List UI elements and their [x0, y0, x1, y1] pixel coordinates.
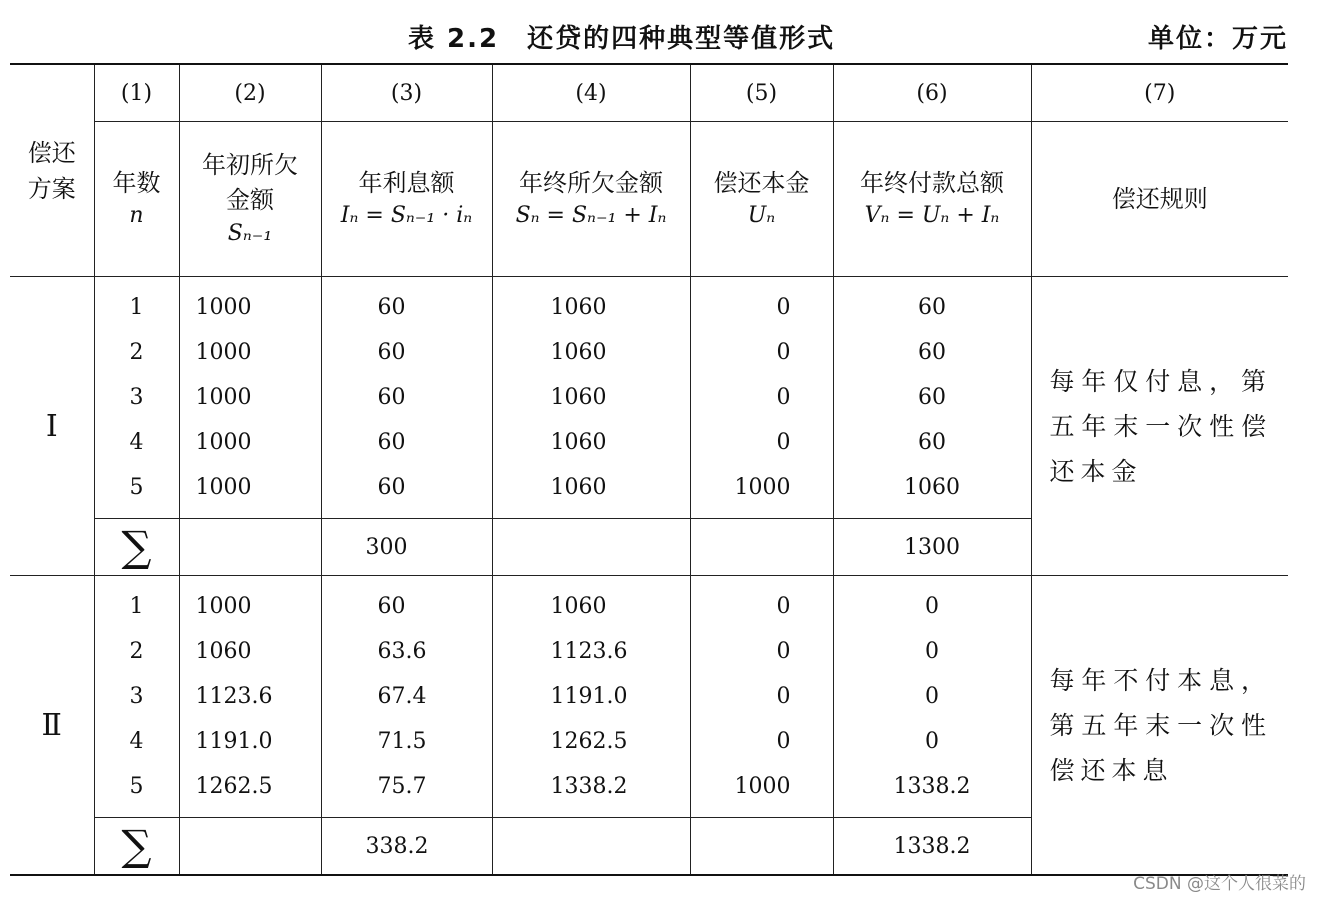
plan-1-payment: [833, 277, 1031, 519]
cell-value: 60: [377, 430, 406, 455]
empty-cell: [690, 818, 833, 876]
cell-value: 0: [925, 729, 939, 754]
empty-cell: [492, 818, 690, 876]
cell-value: 60: [918, 430, 946, 455]
cell-value: 1262.5: [550, 729, 628, 754]
cell-value: 3: [129, 385, 144, 410]
cell-value: 0: [776, 729, 791, 754]
csdn-watermark: CSDN @这个人很菜的: [1133, 874, 1306, 894]
cell-value: 5: [129, 774, 144, 799]
cell-value: 4: [129, 430, 144, 455]
cell-value: 0: [925, 594, 939, 619]
cell-value: 1262.5: [195, 774, 273, 799]
cell-value: 60: [918, 295, 946, 320]
cell-value: 0: [776, 684, 791, 709]
plan-1-sum-interest: 300: [321, 519, 492, 576]
cell-value: 1191.0: [195, 729, 273, 754]
plan-2-principal: [690, 576, 833, 818]
cell-value: 1000: [195, 475, 252, 500]
cell-value: 63.6: [377, 639, 427, 664]
col-header-rule: 偿还规则: [1031, 122, 1288, 277]
col-number-3: (3): [321, 64, 492, 122]
cell-value: 60: [377, 385, 406, 410]
plan-1-sum-symbol: ∑: [94, 519, 179, 576]
plan-2-years: [94, 576, 179, 818]
col-number-2: (2): [179, 64, 321, 122]
col-number-1: (1): [94, 64, 179, 122]
col-header-payment: 年终付款总额 Vₙ = Uₙ + Iₙ: [833, 122, 1031, 277]
cell-value: 1000: [195, 340, 252, 365]
cell-value: 1060: [550, 295, 607, 320]
plan-1-label: Ⅰ: [10, 277, 94, 576]
cell-value: 71.5: [377, 729, 427, 754]
plan-2-payment: [833, 576, 1031, 818]
cell-value: 1191.0: [550, 684, 628, 709]
empty-cell: [492, 519, 690, 576]
cell-value: 1: [129, 295, 144, 320]
plan-2-sum-payment: 1338.2: [833, 818, 1031, 876]
plan-header: 偿还方案: [10, 64, 94, 277]
plan-2-label: Ⅱ: [10, 576, 94, 876]
plan-1-data-row: [10, 277, 1288, 519]
cell-value: 60: [377, 340, 406, 365]
cell-value: 1060: [550, 340, 607, 365]
plan-2-sum-symbol: ∑: [94, 818, 179, 876]
col-header-years: 年数 n: [94, 122, 179, 277]
cell-value: 60: [377, 594, 406, 619]
cell-value: 2: [129, 639, 144, 664]
empty-cell: [690, 519, 833, 576]
cell-value: 4: [129, 729, 144, 754]
cell-value: 5: [129, 475, 144, 500]
plan-2-sum-interest: 338.2: [321, 818, 492, 876]
cell-value: 1000: [195, 385, 252, 410]
col-header-interest: 年利息额 Iₙ = Sₙ₋₁ · iₙ: [321, 122, 492, 277]
cell-value: 1060: [550, 430, 607, 455]
cell-value: 1000: [734, 774, 791, 799]
col-number-4: (4): [492, 64, 690, 122]
cell-value: 60: [918, 340, 946, 365]
plan-2-interest: [321, 576, 492, 818]
cell-value: 0: [776, 639, 791, 664]
cell-value: 1338.2: [550, 774, 628, 799]
cell-value: 1338.2: [893, 774, 971, 799]
plan-1-end-debt: [492, 277, 690, 519]
cell-value: 0: [925, 639, 939, 664]
unit-label: 单位：万元: [1147, 24, 1288, 54]
header-number-row: [10, 64, 1288, 122]
plan-1-start-debt: [179, 277, 321, 519]
cell-value: 60: [377, 295, 406, 320]
col-header-start-debt: 年初所欠金额 Sₙ₋₁: [179, 122, 321, 277]
cell-value: 0: [925, 684, 939, 709]
cell-value: 1060: [550, 475, 607, 500]
plan-2-start-debt: [179, 576, 321, 818]
cell-value: 3: [129, 684, 144, 709]
cell-value: 0: [776, 295, 791, 320]
cell-value: 1: [129, 594, 144, 619]
repayment-table: [10, 63, 1288, 876]
cell-value: 1060: [195, 639, 252, 664]
col-number-7: (7): [1031, 64, 1288, 122]
cell-value: 1123.6: [550, 639, 628, 664]
cell-value: 1123.6: [195, 684, 273, 709]
cell-value: 1060: [550, 385, 607, 410]
empty-cell: [179, 818, 321, 876]
cell-value: 0: [776, 340, 791, 365]
cell-value: 60: [918, 385, 946, 410]
plan-2-rule: 每年不付本息，第五年末一次性偿还本息: [1031, 576, 1288, 876]
cell-value: 0: [776, 430, 791, 455]
col-header-principal: 偿还本金 Uₙ: [690, 122, 833, 277]
header-label-row: [10, 122, 1288, 277]
plan-1-interest: [321, 277, 492, 519]
cell-value: 1000: [195, 430, 252, 455]
cell-value: 1000: [195, 295, 252, 320]
cell-value: 60: [377, 475, 406, 500]
plan-2-end-debt: [492, 576, 690, 818]
cell-value: 75.7: [377, 774, 427, 799]
plan-1-years: [94, 277, 179, 519]
empty-cell: [179, 519, 321, 576]
plan-1-sum-payment: 1300: [833, 519, 1031, 576]
cell-value: 67.4: [377, 684, 427, 709]
cell-value: 0: [776, 385, 791, 410]
plan-1-principal: [690, 277, 833, 519]
cell-value: 2: [129, 340, 144, 365]
table-title: 表 2.2 还贷的四种典型等值形式: [408, 24, 836, 54]
plan-1-rule: 每年仅付息，第五年末一次性偿还本金: [1031, 277, 1288, 576]
col-number-6: (6): [833, 64, 1031, 122]
cell-value: 1060: [904, 475, 960, 500]
col-number-5: (5): [690, 64, 833, 122]
table-caption: [0, 12, 1300, 56]
cell-value: 1060: [550, 594, 607, 619]
cell-value: 1000: [734, 475, 791, 500]
col-header-end-debt: 年终所欠金额 Sₙ = Sₙ₋₁ + Iₙ: [492, 122, 690, 277]
cell-value: 0: [776, 594, 791, 619]
cell-value: 1000: [195, 594, 252, 619]
plan-2-data-row: [10, 576, 1288, 818]
